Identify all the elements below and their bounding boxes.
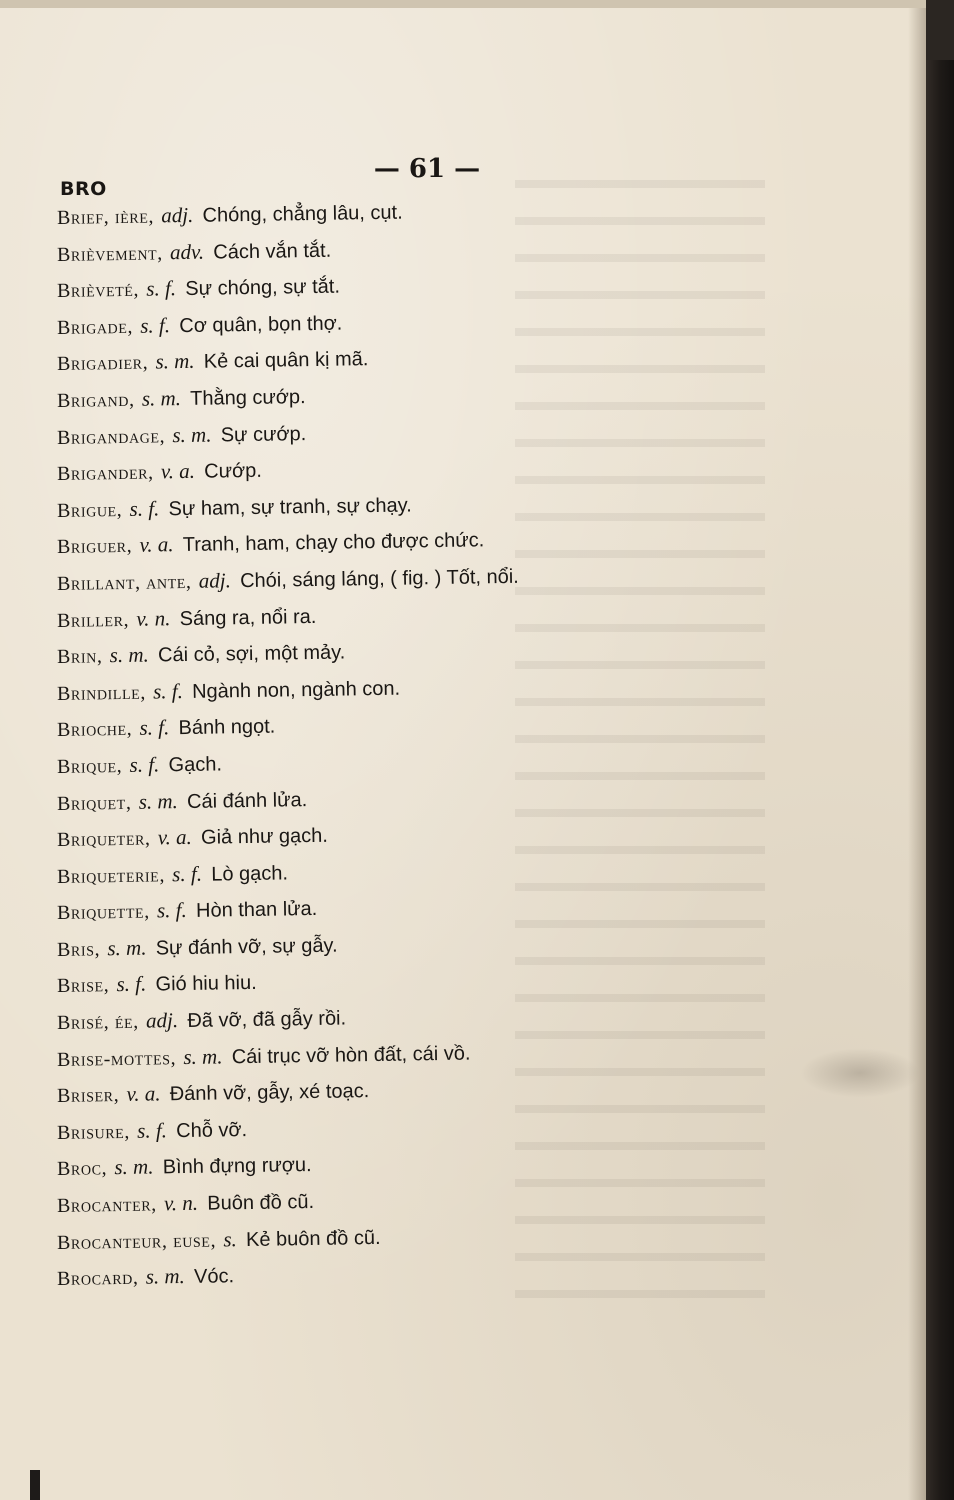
- entry-grammar: s. m.: [107, 935, 147, 961]
- entry-headword: Briguer,: [56, 535, 133, 559]
- entry-grammar: s. m.: [138, 788, 178, 814]
- entry-grammar: s.: [223, 1226, 237, 1252]
- entry-definition: Đánh vỡ, gẫy, xé toạc.: [169, 1080, 370, 1106]
- entry-headword: Brigandage,: [56, 424, 166, 449]
- entry-definition: Buôn đồ cũ.: [207, 1190, 315, 1215]
- entry-definition: Sáng ra, nổi ra.: [179, 605, 317, 630]
- entry-definition: Cái đánh lửa.: [186, 788, 308, 813]
- bookmark-ribbon: [30, 1470, 40, 1500]
- entry-grammar: s. m.: [141, 386, 182, 411]
- entry-headword: Briqueter,: [56, 827, 151, 852]
- entry-grammar: s. f.: [140, 313, 171, 338]
- entry-headword: Brocanteur, euse,: [56, 1229, 217, 1254]
- entry-grammar: s. f.: [146, 276, 177, 301]
- entry-headword: Brièveté,: [56, 278, 140, 303]
- entry-headword: Brisé, ée,: [56, 1010, 139, 1035]
- entry-definition: Gió hiu hiu.: [155, 972, 257, 996]
- entry-definition: Lò gạch.: [211, 862, 289, 886]
- entry-grammar: v. a.: [160, 458, 196, 484]
- entry-definition: Cơ quân, bọn thợ.: [179, 312, 343, 337]
- entry-grammar: v. a.: [139, 532, 174, 558]
- entry-grammar: s. m.: [109, 642, 149, 668]
- entry-definition: Cách vắn tắt.: [213, 239, 332, 264]
- entry-definition: Bình đựng rượu.: [162, 1154, 312, 1179]
- entry-grammar: v. a.: [157, 824, 192, 850]
- page-number: — 61 —: [373, 154, 481, 184]
- entry-grammar: s. f.: [129, 752, 160, 777]
- entry-grammar: s. m.: [114, 1154, 154, 1180]
- entry-definition: Cái cỏ, sợi, một mảy.: [157, 641, 346, 667]
- entry-headword: Brioche,: [56, 718, 133, 742]
- entry-headword: Brigadier,: [56, 351, 149, 376]
- entry-definition: Cái trục vỡ hòn đất, cái vồ.: [231, 1042, 471, 1068]
- entry-grammar: s. f.: [116, 972, 147, 997]
- entry-definition: Cướp.: [204, 459, 262, 483]
- entry-grammar: s. f.: [172, 861, 203, 886]
- entry-grammar: v. n.: [163, 1190, 199, 1216]
- entry-grammar: adj.: [161, 202, 194, 228]
- entry-grammar: v. a.: [126, 1081, 161, 1107]
- entry-grammar: s. m.: [183, 1044, 223, 1069]
- entry-headword: Brigue,: [56, 498, 123, 522]
- entry-headword: Broc,: [56, 1157, 108, 1181]
- entry-definition: Kẻ cai quân kị mã.: [203, 348, 369, 374]
- entry-definition: Sự chóng, sự tắt.: [185, 275, 341, 301]
- entry-grammar: v. n.: [136, 605, 171, 631]
- entry-definition: Chói, sáng láng, ( fig. ) Tốt, nổi.: [239, 565, 519, 593]
- entry-definition: Chóng, chẳng lâu, cụt.: [202, 201, 403, 227]
- entry-headword: Brin,: [56, 645, 103, 669]
- entry-grammar: s. f.: [156, 898, 187, 923]
- entry-grammar: s. f.: [129, 496, 160, 521]
- entry-headword: Brillant, ante,: [56, 570, 192, 595]
- entry-grammar: s. m.: [155, 349, 195, 374]
- entry-headword: Brisure,: [56, 1120, 131, 1144]
- entry-headword: Brise-mottes,: [56, 1046, 177, 1071]
- entry-headword: Brigade,: [56, 315, 134, 339]
- entry-definition: Giả như gạch.: [200, 824, 329, 849]
- entry-headword: Briqueterie,: [56, 863, 166, 888]
- entry-definition: Bánh ngọt.: [178, 715, 276, 740]
- entry-definition: Tranh, ham, chạy cho được chức.: [182, 529, 485, 557]
- entry-headword: Briquette,: [56, 900, 150, 925]
- entry-definition: Thằng cướp.: [190, 386, 306, 410]
- entry-headword: Brocard,: [56, 1266, 139, 1291]
- entry-grammar: adv.: [169, 239, 205, 264]
- entry-definition: Sự đánh vỡ, sự gẫy.: [155, 934, 338, 960]
- entry-definition: Ngành non, ngành con.: [191, 677, 401, 703]
- entry-headword: Brise,: [56, 974, 110, 998]
- entry-headword: Brief, ière,: [56, 205, 155, 229]
- entry-grammar: adj.: [145, 1008, 179, 1033]
- entry-definition: Sự cướp.: [220, 422, 307, 446]
- entry-grammar: adj.: [198, 568, 232, 593]
- entry-definition: Hòn than lửa.: [195, 898, 318, 923]
- entry-headword: Brièvement,: [56, 241, 163, 266]
- entry-grammar: s. m.: [145, 1264, 186, 1289]
- entry-headword: Briquet,: [56, 791, 132, 815]
- guide-word: BRO: [60, 178, 107, 200]
- entry-headword: Bris,: [56, 938, 101, 961]
- entry-list: [57, 199, 917, 1297]
- entry-headword: Brocanter,: [56, 1193, 157, 1218]
- entry-definition: Vóc.: [193, 1265, 235, 1289]
- entry-grammar: s. m.: [172, 422, 212, 447]
- entry-grammar: s. f.: [139, 715, 170, 741]
- entry-definition: Sự ham, sự tranh, sự chạy.: [168, 494, 412, 520]
- entry-grammar: s. f.: [136, 1118, 168, 1143]
- entry-definition: Đã vỡ, đã gẫy rồi.: [187, 1007, 347, 1033]
- entry-headword: Briser,: [56, 1084, 120, 1108]
- entry-headword: Brindille,: [56, 681, 147, 705]
- entry-headword: Brique,: [56, 754, 123, 778]
- entry-headword: Brigander,: [56, 461, 154, 486]
- entry-definition: Kẻ buôn đồ cũ.: [245, 1226, 381, 1251]
- entry-definition: Gạch.: [168, 753, 223, 777]
- entry-headword: Brigand,: [56, 388, 135, 412]
- entry-grammar: s. f.: [152, 678, 184, 704]
- entry-definition: Chỗ vỡ.: [176, 1118, 248, 1142]
- entry-headword: Briller,: [56, 608, 130, 632]
